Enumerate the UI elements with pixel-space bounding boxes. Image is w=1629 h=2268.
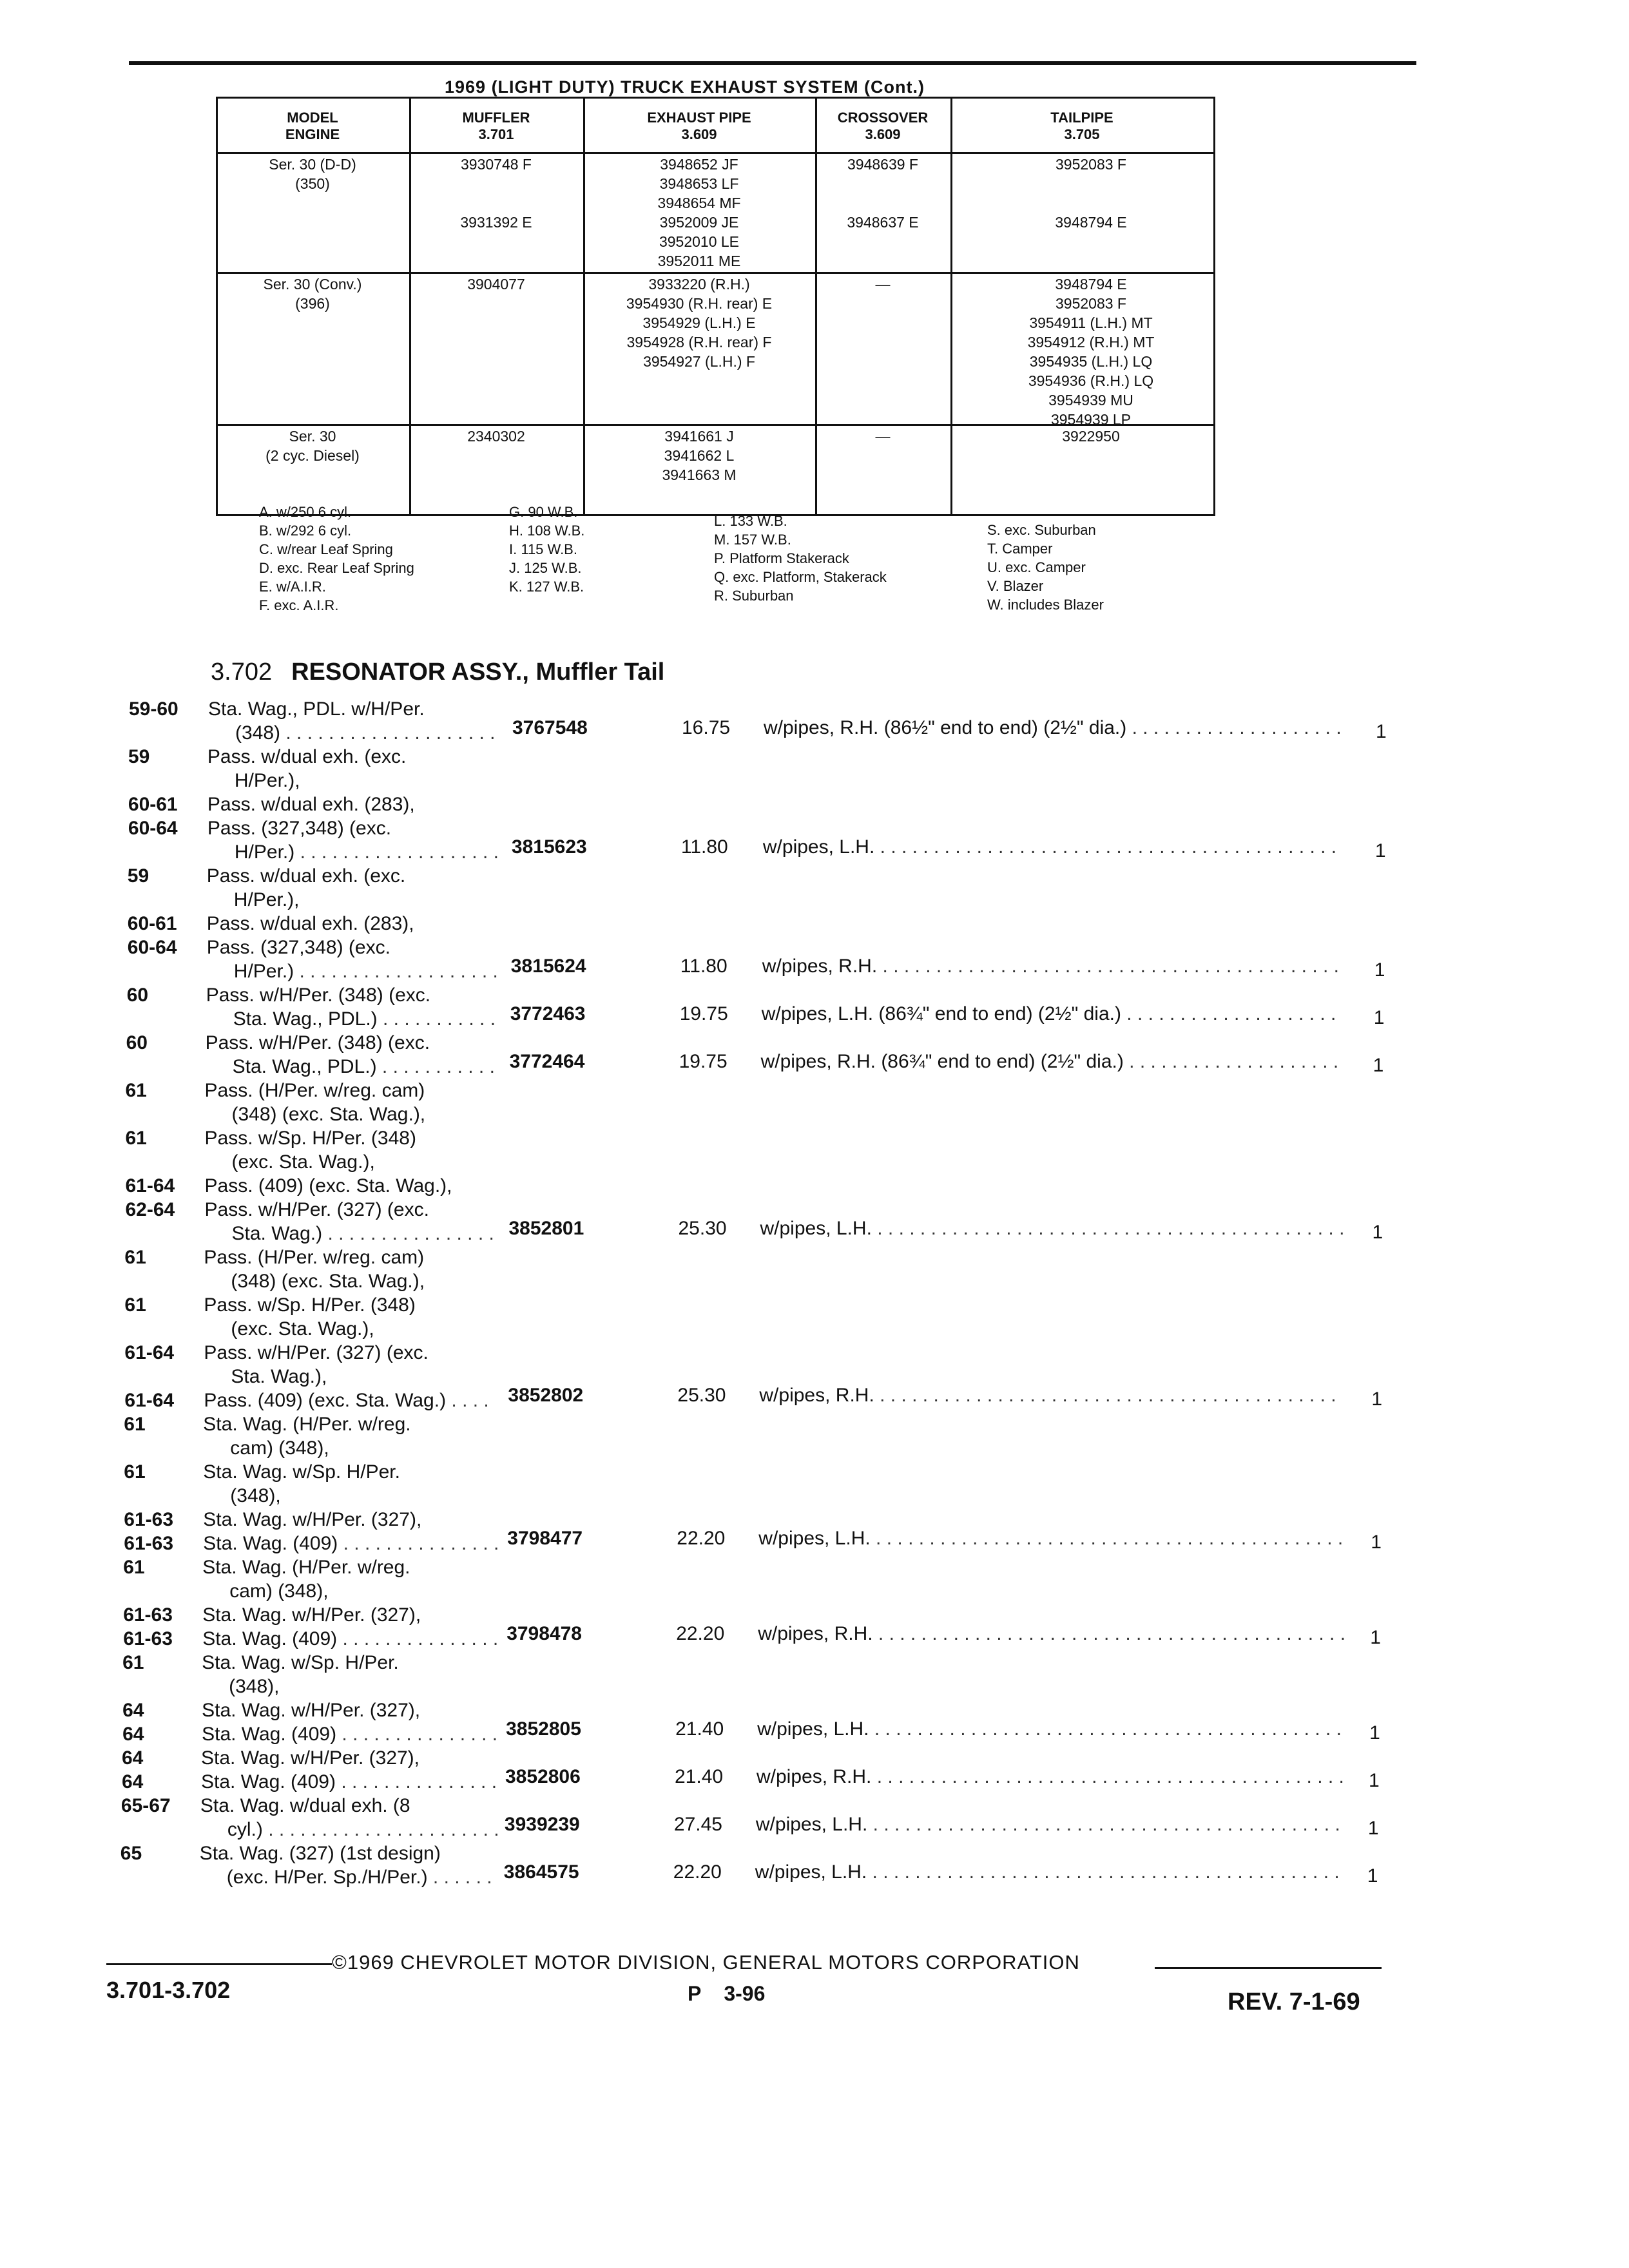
part-year: 60-64 bbox=[128, 818, 178, 839]
part-price: 19.75 bbox=[679, 1003, 728, 1024]
table-cell-muffler: 3904077 bbox=[467, 276, 525, 293]
leader-dots: . . . . . . . . . . . . . . . . . . . . . . . . . . . . . . . . . . . . . . . . . . . bbox=[877, 956, 1339, 977]
part-description: w/pipes, L.H. (86¾" end to end) (2½" dia.) . . . . . . . . . . . . . . . . . . . . bbox=[761, 1003, 1336, 1024]
part-application: Pass. (409) (exc. Sta. Wag.), bbox=[204, 1175, 452, 1196]
table-cell-exhaust: 3952011 ME bbox=[657, 253, 741, 269]
part-year: 59-60 bbox=[129, 698, 178, 720]
header-code: ENGINE bbox=[285, 126, 340, 142]
header-label: TAILPIPE bbox=[1050, 110, 1113, 126]
part-year: 60-64 bbox=[127, 937, 177, 958]
header-label: MODEL bbox=[287, 110, 338, 126]
legend-item: U. exc. Camper bbox=[987, 559, 1086, 575]
table-cell-exhaust: 3948652 JF bbox=[660, 156, 738, 173]
part-price: 21.40 bbox=[675, 1766, 724, 1787]
legend-item: E. w/A.I.R. bbox=[259, 579, 326, 595]
part-price: 19.75 bbox=[679, 1051, 728, 1072]
leader-dots: . . . . . . . . . . . . . . . . . . . . . . bbox=[262, 1819, 499, 1840]
part-quantity: 1 bbox=[1370, 1627, 1381, 1648]
legend-item: J. 125 W.B. bbox=[509, 560, 582, 576]
legend-item: T. Camper bbox=[987, 541, 1053, 557]
legend-item: L. 133 W.B. bbox=[714, 513, 787, 529]
legend-item: A. w/250 6 cyl. bbox=[259, 504, 352, 520]
part-application: Sta. Wag. w/Sp. H/Per. bbox=[202, 1652, 399, 1673]
part-year: 64 bbox=[122, 1724, 144, 1745]
header-code: 3.609 bbox=[681, 126, 717, 142]
part-quantity: 1 bbox=[1373, 1055, 1384, 1076]
part-quantity: 1 bbox=[1369, 1722, 1380, 1744]
part-number: 3815624 bbox=[510, 956, 586, 977]
part-application: Pass. w/dual exh. (283), bbox=[206, 913, 414, 934]
header-code: 3.609 bbox=[865, 126, 901, 142]
part-application: Sta. Wag. w/dual exh. (8 bbox=[200, 1795, 410, 1816]
legend-item: D. exc. Rear Leaf Spring bbox=[259, 560, 414, 576]
part-quantity: 1 bbox=[1367, 1865, 1378, 1887]
part-year: 61 bbox=[122, 1652, 144, 1673]
part-price: 25.30 bbox=[677, 1385, 726, 1406]
legend-item: P. Platform Stakerack bbox=[714, 550, 849, 566]
table-cell-exhaust: 3941661 J bbox=[664, 428, 734, 445]
part-application: (348), bbox=[230, 1485, 281, 1506]
table-cell-exhaust: 3954930 (R.H. rear) E bbox=[626, 295, 773, 312]
leader-dots: . . . . . . . . . . . . . . . . . . . . . . . . . . . . . . . . . . . . . . . . . . . . bbox=[867, 1814, 1340, 1835]
leader-dots: . . . . . . . . . . . . . . . . . . . . . . . . . . . . . . . . . . . . . . . . . . . . bbox=[870, 1528, 1344, 1549]
part-number: 3798477 bbox=[507, 1528, 583, 1549]
leader-dots: . . . . . . . . . . . . . . . . . . . . bbox=[1123, 1051, 1339, 1072]
table-cell-tailpipe: 3948794 E bbox=[1055, 214, 1127, 231]
table-cell-tailpipe: 3952083 F bbox=[1055, 295, 1126, 312]
table-cell-crossover: 3948637 E bbox=[847, 214, 919, 231]
part-application: Sta. Wag. (327) (1st design) bbox=[199, 1843, 441, 1864]
part-application: Sta. Wag. (409) . . . . . . . . . . . . . . . bbox=[201, 1771, 497, 1792]
part-price: 22.20 bbox=[673, 1861, 722, 1883]
part-description: w/pipes, L.H. . . . . . . . . . . . . . . . . . . . . . . . . . . . . . . . . . . . . . . . . . . . . bbox=[755, 1861, 1340, 1883]
part-price: 21.40 bbox=[675, 1718, 724, 1740]
part-application: Sta. Wag.), bbox=[231, 1366, 327, 1387]
table-cell-crossover: — bbox=[875, 276, 891, 293]
table-cell-exhaust: 3941662 L bbox=[664, 447, 735, 464]
part-application: Sta. Wag. w/H/Per. (327), bbox=[203, 1509, 422, 1530]
leader-dots: . . . . . . . . . . . . . . . . . . . . . . . . . . . . . . . . . . . . . . . . . . . bbox=[874, 836, 1337, 858]
table-cell-model: Ser. 30 bbox=[289, 428, 336, 445]
leader-dots: . . . . . . . . . . . . . . . bbox=[338, 1533, 499, 1554]
table-cell-muffler: 3930748 F bbox=[461, 156, 532, 173]
part-application: Sta. Wag. w/H/Per. (327), bbox=[201, 1747, 420, 1769]
table-cell-tailpipe: 3954911 (L.H.) MT bbox=[1029, 314, 1153, 331]
part-application: Pass. (H/Per. w/reg. cam) bbox=[204, 1247, 425, 1268]
legend-item: I. 115 W.B. bbox=[509, 541, 577, 557]
leader-dots: . . . . . . . . . . . . . . . . . . . . . . . . . . . . . . . . . . . . . . . . . . . . bbox=[867, 1861, 1340, 1883]
section-number: 3.702 bbox=[211, 658, 273, 686]
table-cell-tailpipe: 3952083 F bbox=[1055, 156, 1126, 173]
table-cell-tailpipe: 3954912 (R.H.) MT bbox=[1027, 334, 1155, 351]
legend-item: F. exc. A.I.R. bbox=[259, 597, 339, 613]
part-year: 65-67 bbox=[120, 1795, 171, 1816]
part-number: 3798478 bbox=[506, 1623, 582, 1644]
legend-item: W. includes Blazer bbox=[987, 597, 1104, 613]
table-cell-tailpipe: 3948794 E bbox=[1055, 276, 1127, 293]
part-year: 60-61 bbox=[128, 794, 178, 815]
leader-dots: . . . . . . . . . . . bbox=[376, 1056, 495, 1077]
leader-dots: . . . . . . . . . . . . . . . . . . . . . . . . . . . . . . . . . . . . . . . . . . . . bbox=[871, 1766, 1344, 1787]
table-cell-tailpipe: 3954936 (R.H.) LQ bbox=[1028, 372, 1154, 389]
leader-dots: . . . . . . . . . . . . . . . . . . . . . . . . . . . . . . . . . . . . . . . . . . . bbox=[874, 1385, 1336, 1406]
part-description: w/pipes, R.H. . . . . . . . . . . . . . . . . . . . . . . . . . . . . . . . . . . . . . . . . . . . . bbox=[757, 1766, 1344, 1787]
leader-dots: . . . . . . . . . . . . . . . . . . . bbox=[294, 841, 499, 863]
table-cell-muffler: 3931392 E bbox=[460, 214, 532, 231]
part-quantity: 1 bbox=[1369, 1770, 1380, 1791]
part-application: Sta. Wag. (H/Per. w/reg. bbox=[202, 1557, 410, 1578]
part-year: 61-64 bbox=[124, 1390, 175, 1411]
part-quantity: 1 bbox=[1367, 1818, 1379, 1839]
part-year: 61 bbox=[124, 1247, 146, 1268]
part-number: 3852806 bbox=[505, 1766, 581, 1787]
footer-page-number: P 3-96 bbox=[688, 1982, 766, 2005]
part-application: Sta. Wag. w/Sp. H/Per. bbox=[203, 1461, 400, 1483]
part-number: 3852802 bbox=[508, 1385, 584, 1406]
part-application: Sta. Wag., PDL.) . . . . . . . . . . . bbox=[233, 1008, 496, 1030]
part-number: 3852805 bbox=[506, 1718, 581, 1740]
part-application: cam) (348), bbox=[229, 1581, 329, 1602]
leader-dots: . . . . . . . . . . . . . . . bbox=[335, 1771, 497, 1792]
legend-item: B. w/292 6 cyl. bbox=[259, 523, 352, 539]
leader-dots: . . . . . . . . . . . . . . . bbox=[337, 1628, 499, 1649]
part-number: 3772464 bbox=[509, 1051, 585, 1072]
leader-dots: . . . . . . . . . . . bbox=[377, 1008, 496, 1030]
part-application: Pass. w/dual exh. (exc. bbox=[207, 746, 407, 767]
part-year: 61 bbox=[124, 1461, 146, 1483]
leader-dots: . . . . . . . . . . . . . . . . . . . . . . . . . . . . . . . . . . . . . . . . . . . . bbox=[869, 1718, 1342, 1740]
part-number: 3939239 bbox=[504, 1814, 580, 1835]
section-title-main: RESONATOR ASSY. bbox=[291, 658, 523, 686]
part-application: H/Per.) . . . . . . . . . . . . . . . . . . . bbox=[233, 961, 498, 982]
table-cell-crossover: — bbox=[875, 428, 891, 445]
part-year: 59 bbox=[128, 746, 150, 767]
part-application: Pass. (327,348) (exc. bbox=[207, 818, 392, 839]
footer-revision: REV. 7-1-69 bbox=[1228, 1988, 1360, 2015]
part-application: Pass. w/H/Per. (348) (exc. bbox=[206, 985, 431, 1006]
header-label: EXHAUST PIPE bbox=[647, 110, 751, 126]
table-cell-model: (396) bbox=[295, 295, 330, 312]
part-year: 65 bbox=[120, 1843, 142, 1864]
table-cell-exhaust: 3933220 (R.H.) bbox=[648, 276, 750, 293]
part-application: (exc. H/Per. Sp./H/Per.) . . . . . . bbox=[226, 1867, 492, 1888]
table-title: 1969 (LIGHT DUTY) TRUCK EXHAUST SYSTEM (Cont.) bbox=[445, 77, 925, 97]
part-application: H/Per.) . . . . . . . . . . . . . . . . . . . bbox=[234, 841, 499, 863]
table-cell-tailpipe: 3954939 MU bbox=[1048, 392, 1133, 408]
part-description: w/pipes, R.H. . . . . . . . . . . . . . . . . . . . . . . . . . . . . . . . . . . . . . . . . . . . bbox=[759, 1385, 1336, 1406]
part-application: (348), bbox=[229, 1676, 280, 1697]
table-cell-model: Ser. 30 (Conv.) bbox=[263, 276, 362, 293]
part-application: (exc. Sta. Wag.), bbox=[231, 1151, 375, 1173]
part-application: Sta. Wag. (409) . . . . . . . . . . . . . . . bbox=[202, 1628, 499, 1649]
legend-item: S. exc. Suburban bbox=[987, 522, 1096, 538]
part-price: 11.80 bbox=[680, 836, 728, 858]
part-description: w/pipes, R.H. (86¾" end to end) (2½" dia.) . . . . . . . . . . . . . . . . . . . . bbox=[760, 1051, 1339, 1072]
legend-item: Q. exc. Platform, Stakerack bbox=[714, 569, 887, 585]
part-application: Sta. Wag. w/H/Per. (327), bbox=[202, 1604, 421, 1626]
part-quantity: 1 bbox=[1376, 721, 1387, 742]
table-cell-model: (350) bbox=[295, 175, 330, 192]
part-application: Sta. Wag., PDL.) . . . . . . . . . . . bbox=[232, 1056, 495, 1077]
part-description: w/pipes, L.H. . . . . . . . . . . . . . . . . . . . . . . . . . . . . . . . . . . . . . . . . . . . bbox=[762, 836, 1337, 858]
part-application: (348) . . . . . . . . . . . . . . . . . . . . bbox=[235, 722, 496, 744]
part-application: Pass. w/H/Per. (327) (exc. bbox=[204, 1199, 429, 1220]
table-cell-exhaust: 3954928 (R.H. rear) F bbox=[626, 334, 772, 351]
part-number: 3864575 bbox=[503, 1861, 579, 1883]
part-description: w/pipes, L.H. . . . . . . . . . . . . . . . . . . . . . . . . . . . . . . . . . . . . . . . . . . . . bbox=[758, 1528, 1344, 1549]
header-code: 3.705 bbox=[1064, 126, 1100, 142]
part-application: Pass. w/H/Per. (348) (exc. bbox=[205, 1032, 430, 1053]
part-year: 61 bbox=[123, 1557, 145, 1578]
part-description: w/pipes, R.H. (86½" end to end) (2½" dia.) . . . . . . . . . . . . . . . . . . . . bbox=[764, 717, 1342, 738]
section-title-sub: , Muffler Tail bbox=[522, 658, 665, 686]
part-year: 61 bbox=[125, 1128, 147, 1149]
part-application: H/Per.), bbox=[233, 889, 300, 910]
leader-dots: . . . . . . . . . . . . . . . . . . . . . . . . . . . . . . . . . . . . . . . . . . . . bbox=[871, 1218, 1345, 1239]
part-price: 22.20 bbox=[677, 1528, 726, 1549]
part-description: w/pipes, R.H. . . . . . . . . . . . . . . . . . . . . . . . . . . . . . . . . . . . . . . . . . . . . bbox=[758, 1623, 1346, 1644]
part-price: 16.75 bbox=[682, 717, 731, 738]
part-number: 3772463 bbox=[510, 1003, 586, 1024]
legend-item: V. Blazer bbox=[987, 578, 1044, 594]
table-cell-exhaust: 3954927 (L.H.) F bbox=[643, 353, 755, 370]
part-year: 61 bbox=[125, 1080, 147, 1101]
table-cell-model: Ser. 30 (D-D) bbox=[269, 156, 356, 173]
table-cell-exhaust: 3948654 MF bbox=[657, 195, 741, 211]
part-application: Pass. w/Sp. H/Per. (348) bbox=[204, 1128, 416, 1149]
leader-dots: . . . . . . . . . . . . . . . . . . . bbox=[294, 961, 498, 982]
part-quantity: 1 bbox=[1374, 840, 1386, 861]
part-year: 64 bbox=[122, 1747, 144, 1769]
table-cell-model: (2 cyc. Diesel) bbox=[265, 447, 360, 464]
part-year: 61-63 bbox=[124, 1509, 174, 1530]
part-number: 3767548 bbox=[512, 717, 588, 738]
part-application: (348) (exc. Sta. Wag.), bbox=[231, 1104, 426, 1125]
footer-copyright: ©1969 CHEVROLET MOTOR DIVISION, GENERAL MOTORS CORPORATION bbox=[332, 1951, 1080, 1974]
table-cell-exhaust: 3948653 LF bbox=[659, 175, 739, 192]
leader-dots: . . . . bbox=[446, 1390, 489, 1411]
part-year: 62-64 bbox=[125, 1199, 175, 1220]
part-application: Pass. w/Sp. H/Per. (348) bbox=[204, 1294, 416, 1316]
table-cell-exhaust: 3941663 M bbox=[662, 466, 737, 483]
header-label: MUFFLER bbox=[462, 110, 530, 126]
part-price: 11.80 bbox=[680, 956, 728, 977]
part-application: Sta. Wag. w/H/Per. (327), bbox=[202, 1700, 421, 1721]
header-code: 3.701 bbox=[478, 126, 514, 142]
leader-dots: . . . . . . . . . . . . . . . . . . . . bbox=[1121, 1003, 1336, 1024]
part-number: 3852801 bbox=[508, 1218, 584, 1239]
footer-section-range: 3.701-3.702 bbox=[106, 1977, 231, 2003]
table-cell-exhaust: 3952010 LE bbox=[659, 233, 740, 250]
legend-item: H. 108 W.B. bbox=[509, 523, 585, 539]
table-cell-muffler: 2340302 bbox=[467, 428, 525, 445]
legend-item: C. w/rear Leaf Spring bbox=[259, 541, 393, 557]
part-quantity: 1 bbox=[1372, 1222, 1383, 1243]
part-application: Pass. (409) (exc. Sta. Wag.) . . . . bbox=[204, 1390, 489, 1411]
part-year: 61 bbox=[124, 1414, 146, 1435]
part-quantity: 1 bbox=[1374, 959, 1385, 981]
part-application: cyl.) . . . . . . . . . . . . . . . . . . . . . . bbox=[227, 1819, 499, 1840]
legend-item: R. Suburban bbox=[714, 588, 794, 604]
part-year: 60 bbox=[126, 985, 149, 1006]
part-quantity: 1 bbox=[1371, 1532, 1382, 1553]
part-year: 64 bbox=[122, 1700, 144, 1721]
part-application: Pass. w/dual exh. (283), bbox=[207, 794, 415, 815]
legend-item: G. 90 W.B. bbox=[509, 504, 578, 520]
part-application: H/Per.), bbox=[234, 770, 300, 791]
header-label: CROSSOVER bbox=[837, 110, 929, 126]
part-year: 61-63 bbox=[123, 1604, 173, 1626]
leader-dots: . . . . . . . . . . . . . . . . . . . . bbox=[1126, 717, 1342, 738]
table-cell-crossover: 3948639 F bbox=[847, 156, 918, 173]
part-application: Pass. (H/Per. w/reg. cam) bbox=[204, 1080, 425, 1101]
part-application: Sta. Wag. (H/Per. w/reg. bbox=[203, 1414, 411, 1435]
part-application: Sta. Wag. (409) . . . . . . . . . . . . . . . bbox=[202, 1724, 498, 1745]
part-description: w/pipes, L.H. . . . . . . . . . . . . . . . . . . . . . . . . . . . . . . . . . . . . . . . . . . . . bbox=[755, 1814, 1340, 1835]
legend-item: M. 157 W.B. bbox=[714, 532, 791, 548]
part-description: w/pipes, L.H. . . . . . . . . . . . . . . . . . . . . . . . . . . . . . . . . . . . . . . . . . . . . bbox=[760, 1218, 1345, 1239]
part-application: Sta. Wag. (409) . . . . . . . . . . . . . . . bbox=[203, 1533, 499, 1554]
part-year: 61-64 bbox=[125, 1175, 175, 1196]
part-number: 3815623 bbox=[511, 836, 587, 858]
part-price: 27.45 bbox=[673, 1814, 722, 1835]
part-year: 60 bbox=[126, 1032, 148, 1053]
leader-dots: . . . . . . . . . . . . . . . . bbox=[322, 1223, 494, 1244]
part-year: 61-64 bbox=[124, 1342, 175, 1363]
part-application: Pass. (327,348) (exc. bbox=[206, 937, 390, 958]
part-quantity: 1 bbox=[1371, 1389, 1383, 1410]
part-year: 61-63 bbox=[123, 1628, 173, 1649]
leader-dots: . . . . . . . . . . . . . . . . . . . . bbox=[280, 722, 496, 744]
table-cell-exhaust: 3952009 JE bbox=[659, 214, 739, 231]
part-year: 61-63 bbox=[124, 1533, 174, 1554]
table-cell-tailpipe: 3922950 bbox=[1062, 428, 1120, 445]
table-cell-tailpipe: 3954939 LP bbox=[1050, 411, 1132, 428]
part-description: w/pipes, R.H. . . . . . . . . . . . . . . . . . . . . . . . . . . . . . . . . . . . . . . . . . . . bbox=[762, 956, 1339, 977]
part-year: 61 bbox=[124, 1294, 146, 1316]
part-application: (348) (exc. Sta. Wag.), bbox=[231, 1271, 425, 1292]
part-price: 25.30 bbox=[678, 1218, 727, 1239]
leader-dots: . . . . . . . . . . . . . . . . . . . . . . . . . . . . . . . . . . . . . . . . . . . . bbox=[872, 1623, 1346, 1644]
part-description: w/pipes, L.H. . . . . . . . . . . . . . . . . . . . . . . . . . . . . . . . . . . . . . . . . . . . . bbox=[757, 1718, 1342, 1740]
part-year: 59 bbox=[127, 865, 149, 887]
table-cell-exhaust: 3954929 (L.H.) E bbox=[642, 314, 756, 331]
part-application: Sta. Wag.) . . . . . . . . . . . . . . . . bbox=[231, 1223, 494, 1244]
leader-dots: . . . . . . bbox=[427, 1867, 492, 1888]
part-price: 22.20 bbox=[676, 1623, 725, 1644]
footer-rule-left bbox=[106, 1963, 332, 1965]
leader-dots: . . . . . . . . . . . . . . . bbox=[336, 1724, 498, 1745]
legend-item: K. 127 W.B. bbox=[509, 579, 584, 595]
part-year: 64 bbox=[122, 1771, 144, 1792]
part-application: Pass. w/dual exh. (exc. bbox=[206, 865, 406, 887]
part-application: (exc. Sta. Wag.), bbox=[231, 1318, 374, 1340]
footer-rule-right bbox=[1155, 1967, 1382, 1969]
part-application: Pass. w/H/Per. (327) (exc. bbox=[204, 1342, 429, 1363]
part-year: 60-61 bbox=[127, 913, 177, 934]
part-application: Sta. Wag., PDL. w/H/Per. bbox=[208, 698, 425, 720]
table-cell-tailpipe: 3954935 (L.H.) LQ bbox=[1029, 353, 1153, 370]
part-quantity: 1 bbox=[1373, 1007, 1385, 1028]
part-application: cam) (348), bbox=[230, 1437, 329, 1459]
